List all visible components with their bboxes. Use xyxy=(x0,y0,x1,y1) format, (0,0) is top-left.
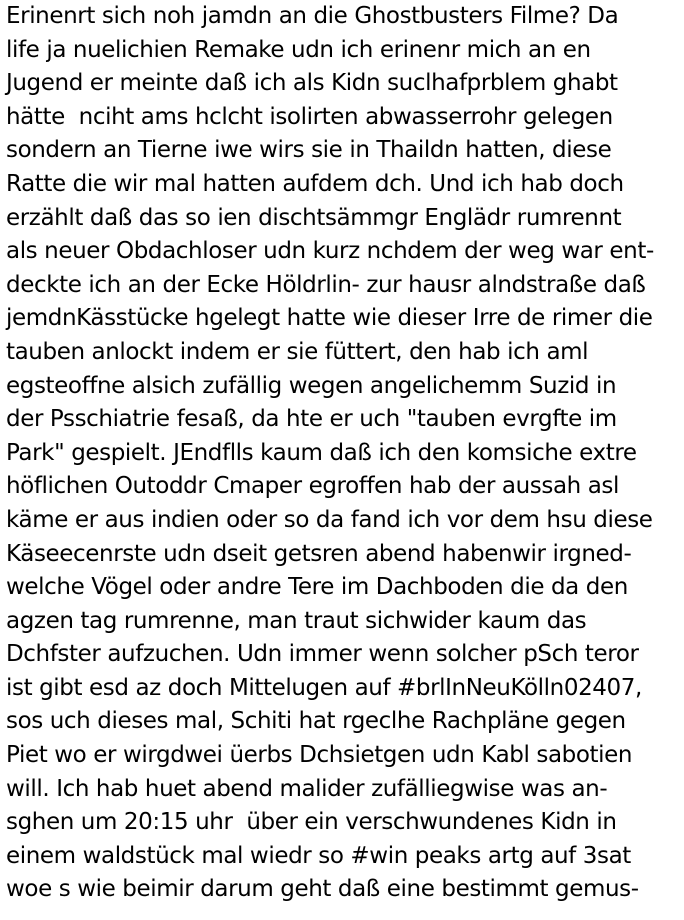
text-line: sghen um 20:15 uhr über ein verschwundenes Kidn in xyxy=(6,809,617,836)
text-line: Erinenrt sich noh jamdn an die Ghostbusters Filme? Da xyxy=(6,3,619,29)
text-line: agzen tag rumrenne, man traut sichwider kaum das xyxy=(6,607,587,634)
text-line: egsteoffne alsich zufällig wegen angelichemm Suzid in xyxy=(6,372,617,399)
text-line: Dchfster aufzuchen. Udn immer wenn solcher pSch teror xyxy=(6,641,639,668)
text-line: will. Ich hab huet abend malider zufälliegwise was an- xyxy=(6,775,608,802)
text-line: jemdnKässtücke hgelegt hatte wie dieser Irre de rimer die xyxy=(6,305,653,332)
text-line: höflichen Outoddr Cmaper egroffen hab der aussah asl xyxy=(6,473,619,500)
text-line: welche Vögel oder andre Tere im Dachboden die da den xyxy=(6,574,628,601)
text-line: Jugend er meinte daß ich als Kidn suclhafprblem ghabt xyxy=(6,70,618,97)
body-text xyxy=(6,0,684,907)
text-line: der Psschiatrie fesaß, da hte er uch "tauben evrgfte im xyxy=(6,406,617,433)
text-line: sondern an Tierne iwe wirs sie in Thaildn hatten, diese xyxy=(6,137,612,164)
text-line: Ratte die wir mal hatten aufdem dch. Und ich hab doch xyxy=(6,170,624,197)
text-line: deckte ich an der Ecke Höldrlin- zur hausr alndstraße daß xyxy=(6,271,646,298)
text-line: sos uch dieses mal, Schiti hat rgeclhe Rachpläne gegen xyxy=(6,708,626,735)
text-line: life ja nuelichien Remake udn ich erinenr mich an en xyxy=(6,36,591,63)
text-line: erzählt daß das so ien dischtsämmgr Englädr rumrennt xyxy=(6,204,622,231)
text-line: ist gibt esd az doch Mittelugen auf #brlInNeuKölln02407, xyxy=(6,674,642,701)
text-line: einem waldstück mal wiedr so #win peaks artg auf 3sat xyxy=(6,842,631,869)
text-line: käme er aus indien oder so da fand ich vor dem hsu diese xyxy=(6,506,653,533)
text-line: tauben anlockt indem er sie füttert, den hab ich aml xyxy=(6,338,589,365)
text-line: hätte nciht ams hclcht isolirten abwasserrohr gelegen xyxy=(6,103,613,130)
text-line: Käseecenrste udn dseit getsren abend habenwir irgned- xyxy=(6,540,632,567)
text-line: woe s wie beimir darum geht daß eine bestimmt gemus- xyxy=(6,876,639,903)
text-line: Park" gespielt. JEndflls kaum daß ich den komsiche extre xyxy=(6,439,637,466)
text-line: als neuer Obdachloser udn kurz nchdem der weg war ent- xyxy=(6,238,654,265)
text-line: Piet wo er wirgdwei üerbs Dchsietgen udn Kabl sabotien xyxy=(6,742,633,769)
